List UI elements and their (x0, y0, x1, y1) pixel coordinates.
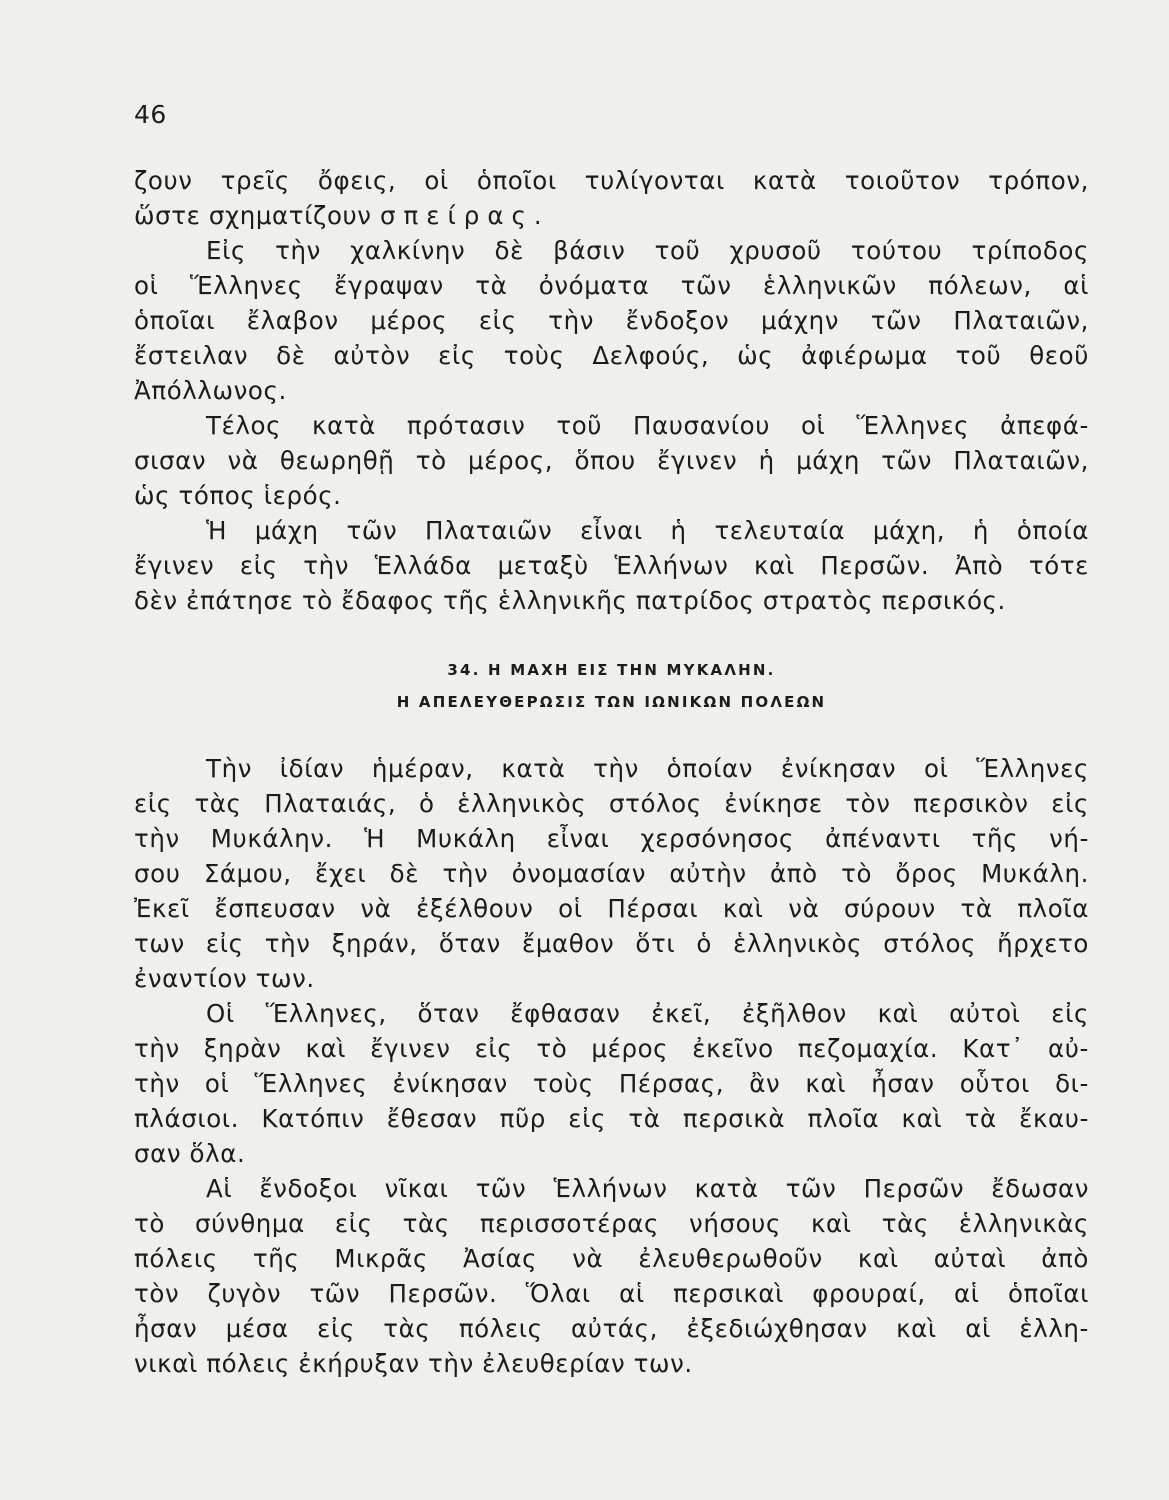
paragraph-block-2 (134, 751, 1089, 1381)
text-line: νικαὶ πόλεις ἐκήρυξαν τὴν ἐλευθερίαν των. (134, 1349, 693, 1378)
text-line: τὴν Μυκάλην. Ἡ Μυκάλη εἶναι χερσόνησος ἀπέναντι τῆς νή- (134, 824, 1089, 853)
text-line (134, 198, 1089, 233)
text-line: ἔγινεν εἰς τὴν Ἑλλάδα μεταξὺ Ἑλλήνων καὶ Περσῶν. Ἀπὸ τότε (134, 551, 1089, 580)
text-line: Τέλος κατὰ πρότασιν τοῦ Παυσανίου οἱ Ἕλληνες ἀπεφά- (206, 411, 1089, 440)
text-line: τὸ σύνθημα εἰς τὰς περισσοτέρας νήσους καὶ τὰς ἑλληνικὰς (134, 1209, 1089, 1238)
section-heading-line-1: 34. Η ΜΑΧΗ ΕΙΣ ΤΗΝ ΜΥΚΑΛΗΝ. (447, 661, 776, 679)
text-line: Ἡ μάχη τῶν Πλαταιῶν εἶναι ἡ τελευταία μάχη, ἡ ὁποία (206, 516, 1089, 545)
text-line: των εἰς τὴν ξηράν, ὅταν ἔμαθον ὅτι ὁ ἑλληνικὸς στόλος ἤρχετο (134, 929, 1089, 958)
text-line: οἱ Ἕλληνες ἔγραψαν τὰ ὀνόματα τῶν ἑλληνικῶν πόλεων, αἱ (134, 271, 1089, 300)
page-number: 46 (134, 100, 167, 129)
text-line: ἐναντίον των. (134, 964, 315, 993)
emphasized-word: σπείρας. (379, 201, 550, 230)
text-line: τὴν ξηρὰν καὶ ἔγινεν εἰς τὸ μέρος ἐκεῖνο πεζομαχία. Κατ᾽ αὐ- (134, 1034, 1089, 1063)
text-line: σισαν νὰ θεωρηθῇ τὸ μέρος, ὅπου ἔγινεν ἡ μάχη τῶν Πλαταιῶν, (134, 446, 1089, 475)
text-line: Οἱ Ἕλληνες, ὅταν ἔφθασαν ἐκεῖ, ἐξῆλθον καὶ αὐτοὶ εἰς (206, 999, 1089, 1028)
text-line: τὴν οἱ Ἕλληνες ἐνίκησαν τοὺς Πέρσας, ἂν καὶ ἦσαν οὗτοι δι- (134, 1069, 1089, 1098)
text-line: Εἰς τὴν χαλκίνην δὲ βάσιν τοῦ χρυσοῦ τούτου τρίποδος (206, 236, 1089, 265)
section-heading-line-2: Η ΑΠΕΛΕΥΘΕΡΩΣΙΣ ΤΩΝ ΙΩΝΙΚΩΝ ΠΟΛΕΩΝ (396, 693, 827, 711)
text-line: Αἱ ἔνδοξοι νῖκαι τῶν Ἑλλήνων κατὰ τῶν Περσῶν ἔδωσαν (206, 1174, 1089, 1203)
text-line: Ἀπόλλωνος. (134, 376, 287, 405)
text-line: δὲν ἐπάτησε τὸ ἔδαφος τῆς ἑλληνικῆς πατρίδος στρατὸς περσικός. (134, 586, 1006, 615)
text-line: ἦσαν μέσα εἰς τὰς πόλεις αὐτάς, ἐξεδιώχθησαν καὶ αἱ ἑλλη- (134, 1314, 1089, 1343)
text-line: Ἐκεῖ ἔσπευσαν νὰ ἐξέλθουν οἱ Πέρσαι καὶ νὰ σύρουν τὰ πλοῖα (134, 894, 1089, 923)
text-line-part: ὥστε σχηματίζουν (134, 201, 372, 230)
text-line: ὡς τόπος ἱερός. (134, 481, 342, 510)
paragraph-block-1 (134, 163, 1089, 618)
text-line: τὸν ζυγὸν τῶν Περσῶν. Ὅλαι αἱ περσικαὶ φρουραί, αἱ ὁποῖαι (134, 1279, 1089, 1308)
text-line: ὁποῖαι ἔλαβον μέρος εἰς τὴν ἔνδοξον μάχην τῶν Πλαταιῶν, (134, 306, 1089, 335)
text-line: πλάσιοι. Κατόπιν ἔθεσαν πῦρ εἰς τὰ περσικὰ πλοῖα καὶ τὰ ἔκαυ- (134, 1104, 1089, 1133)
text-line: σου Σάμου, ἔχει δὲ τὴν ὀνομασίαν αὐτὴν ἀπὸ τὸ ὄρος Μυκάλη. (134, 859, 1089, 888)
text-line: σαν ὅλα. (134, 1139, 246, 1168)
text-line: εἰς τὰς Πλαταιάς, ὁ ἑλληνικὸς στόλος ἐνίκησε τὸν περσικὸν εἰς (134, 789, 1089, 818)
text-line: Τὴν ἰδίαν ἡμέραν, κατὰ τὴν ὁποίαν ἐνίκησαν οἱ Ἕλληνες (206, 754, 1089, 783)
text-line: πόλεις τῆς Μικρᾶς Ἀσίας νὰ ἐλευθερωθοῦν καὶ αὐταὶ ἀπὸ (134, 1244, 1089, 1273)
text-line: ζουν τρεῖς ὄφεις, οἱ ὁποῖοι τυλίγονται κατὰ τοιοῦτον τρόπον, (134, 166, 1089, 195)
text-line: ἔστειλαν δὲ αὐτὸν εἰς τοὺς Δελφούς, ὡς ἀφιέρωμα τοῦ θεοῦ (134, 341, 1089, 370)
